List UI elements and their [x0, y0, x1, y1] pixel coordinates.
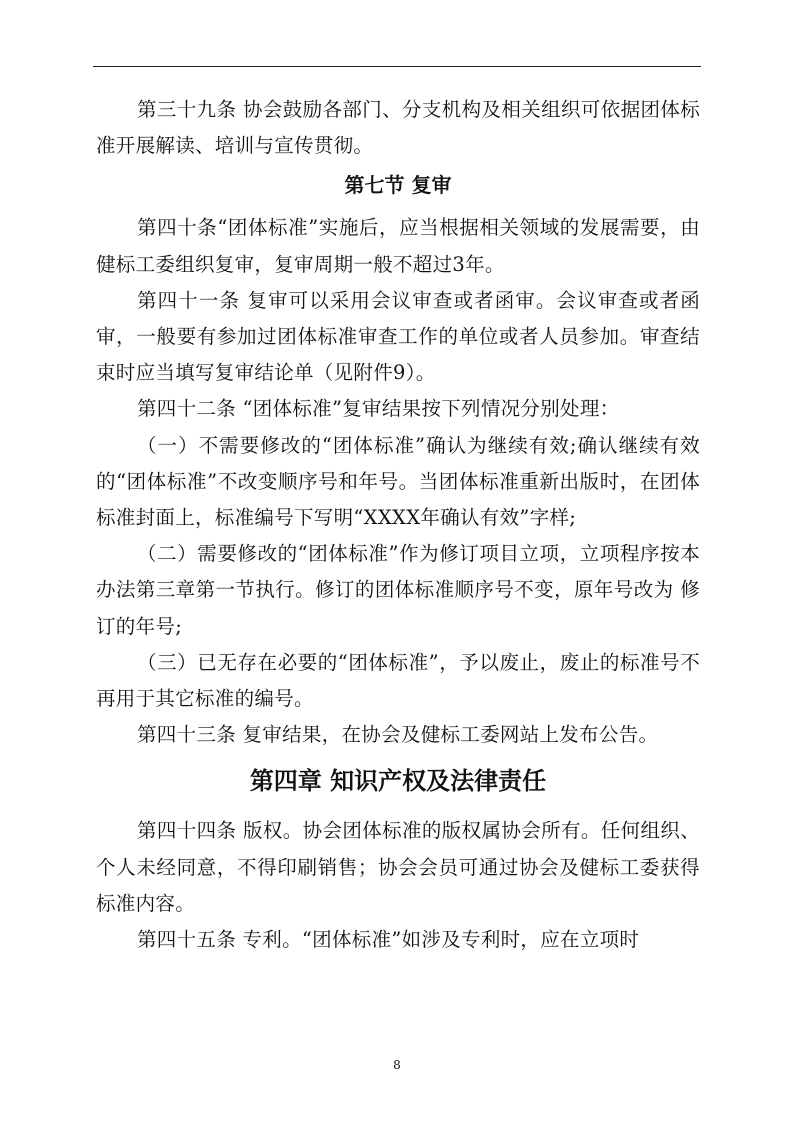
article-44: 第四十四条 版权。协会团体标准的版权属协会所有。任何组织、个人未经同意，不得印刷销售；协会会员可通过协会及健标工委获得标准内容。	[96, 819, 700, 915]
article-41: 第四十一条 复审可以采用会议审查或者函审。会议审查或者函审，一般要有参加过团体标准审查工作的单位或者人员参加。审查结束时应当填写复审结论单（见附件9）。	[96, 288, 700, 385]
article-42: 第四十二条 “团体标准”复审结果按下列情况分别处理：	[137, 397, 620, 421]
article-40: 第四十条“团体标准”实施后，应当根据相关领域的发展需要，由健标工委组织复审，复审周期一般不超过3年。	[96, 216, 700, 276]
article-45: 第四十五条 专利。“团体标准”如涉及专利时，应在立项时	[137, 928, 640, 952]
article-42-item-3: （三）已无存在必要的“团体标准”，予以废止，废止的标准号不再用于其它标准的编号。	[96, 650, 700, 711]
header-rule	[93, 66, 701, 67]
page-number: 8	[393, 1058, 401, 1072]
article-42-item-2: （二）需要修改的“团体标准”作为修订项目立项，立项程序按本办法第三章第一节执行。修订的团体标准顺序号不变，原年号改为 修订的年号;	[96, 542, 700, 638]
section-7-title: 第七节 复审	[344, 173, 452, 198]
article-42-item-1: （一）不需要修改的“团体标准”确认为继续有效;确认继续有效的“团体标准”不改变顺序号和年号。当团体标准重新出版时，在团体标准封面上，标准编号下写明“XXXX年确认有效”字样;	[96, 433, 700, 530]
chapter-4-title: 第四章 知识产权及法律责任	[249, 767, 547, 796]
article-39: 第三十九条 协会鼓励各部门、分支机构及相关组织可依据团体标准开展解读、培训与宣传贯彻。	[96, 98, 700, 158]
page-body	[96, 92, 700, 958]
article-43: 第四十三条 复审结果，在协会及健标工委网站上发布公告。	[137, 723, 659, 747]
